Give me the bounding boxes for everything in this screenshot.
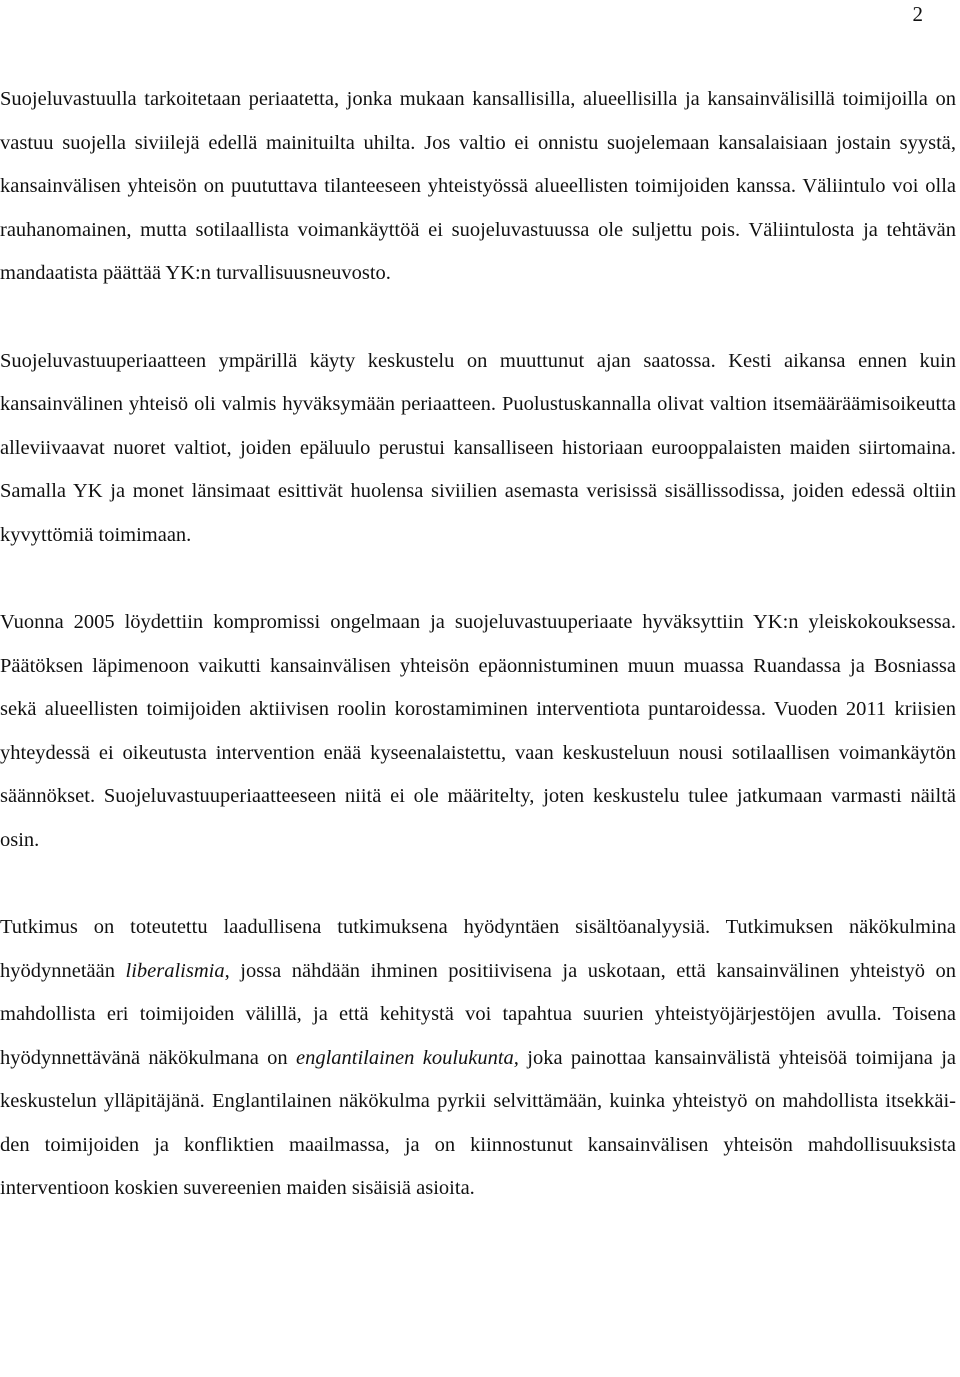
paragraph-discussion-history: Suojeluvastuuperiaatteen ympärillä käyty keskustelu on muuttunut ajan saatossa. Kesti aikansa ennen kuin kansainvälinen yhteisö oli valmis hyväksymään periaatteen. Puolustuskannalla olivat valtion itsemääräämisoikeutta alleviivaavat nuoret valtiot, joiden epäluulo perustui kansalliseen historiaan eurooppalaisten maiden siirtomaina. Samalla YK ja monet länsimaat esittivät huolensa siviilien asemasta verisissä sisällissodissa, joiden edessä oltiin kyvyttömiä toimimaan.	[0, 349, 956, 546]
document-body	[0, 78, 956, 1211]
paragraph-responsibility-to-protect-definition: Suojeluvastuulla tarkoitetaan periaatetta, jonka mukaan kansallisilla, alueellisilla ja kansainvälisillä toimijoilla on vastuu suojella siviilejä edellä mainituilta uhilta. Jos valtio ei onnistu suojelemaan kansalaisiaan jostain syystä, kansainvälisen yhteisön on puututtava tilanteeseen yhteistyössä alueellisten toimijoiden kanssa. Väliintulo voi olla rauhanomainen, mutta sotilaallista voimankäyttöä ei suojeluvastuussa ole suljettu pois. Väliintulosta ja tehtävän mandaatista päättää YK:n turvallisuusneuvosto.	[0, 88, 956, 284]
paragraph-research-method	[0, 906, 956, 1211]
paragraph-text-segment: , jossa nähdään ihminen positiivisena ja uskotaan, että kansainvälinen yhteistyö on mahdollista eri toimijoiden välillä, ja että kehitystä voi tapahtua suurien yhteistyöjärjestöjen avulla. Toisena hyödynnettävänä näkökulmana on	[0, 959, 956, 1069]
paragraph-text-segment: Tutkimus on toteutettu laadullisena tutkimuksena hyödyntäen sisältöanalyysiä. Tutkimuksen näkökulmina hyödynnetään	[0, 916, 956, 982]
paragraph-2005-compromise: Vuonna 2005 löydettiin kompromissi ongelmaan ja suojeluvastuuperiaate hyväksyttiin YK:n yleiskokouksessa. Päätöksen läpimenoon vaikutti kansainvälisen yhteisön epäonnistuminen muun muassa Ruandassa ja Bosniassa sekä alueellisten toimijoiden aktiivisen roolin korostamiminen interventiota puntaroidessa. Vuoden 2011 kriisien yhteydessä ei oikeutusta intervention enää kyseenalaistettu, vaan keskusteluun nousi sotilaallisen voimankäytön säännökset. Suojeluvastuuperiaatteeseen niitä ei ole määritelty, joten keskustelu tulee jatkumaan varmasti näiltä osin.	[0, 611, 956, 851]
emphasized-term-english-school: englantilainen koulukunta,	[295, 1046, 519, 1069]
page-number: 2	[912, 2, 923, 26]
paragraph-text-segment: joka painottaa kansainvälistä yhteisöä toimijana ja keskustelun ylläpitäjänä. Englantilainen näkökulma pyrkii selvittämään, kuinka yhteistyö on mahdollista itsekkäiden toimijoiden ja konfliktien maailmassa, ja on kiinnostunut kansainvälisen yhteisön mahdollisuuksista interventioon koskien suvereenien maiden sisäisiä asioita.	[0, 1046, 956, 1199]
emphasized-term-liberalism: liberalismia	[125, 959, 225, 982]
